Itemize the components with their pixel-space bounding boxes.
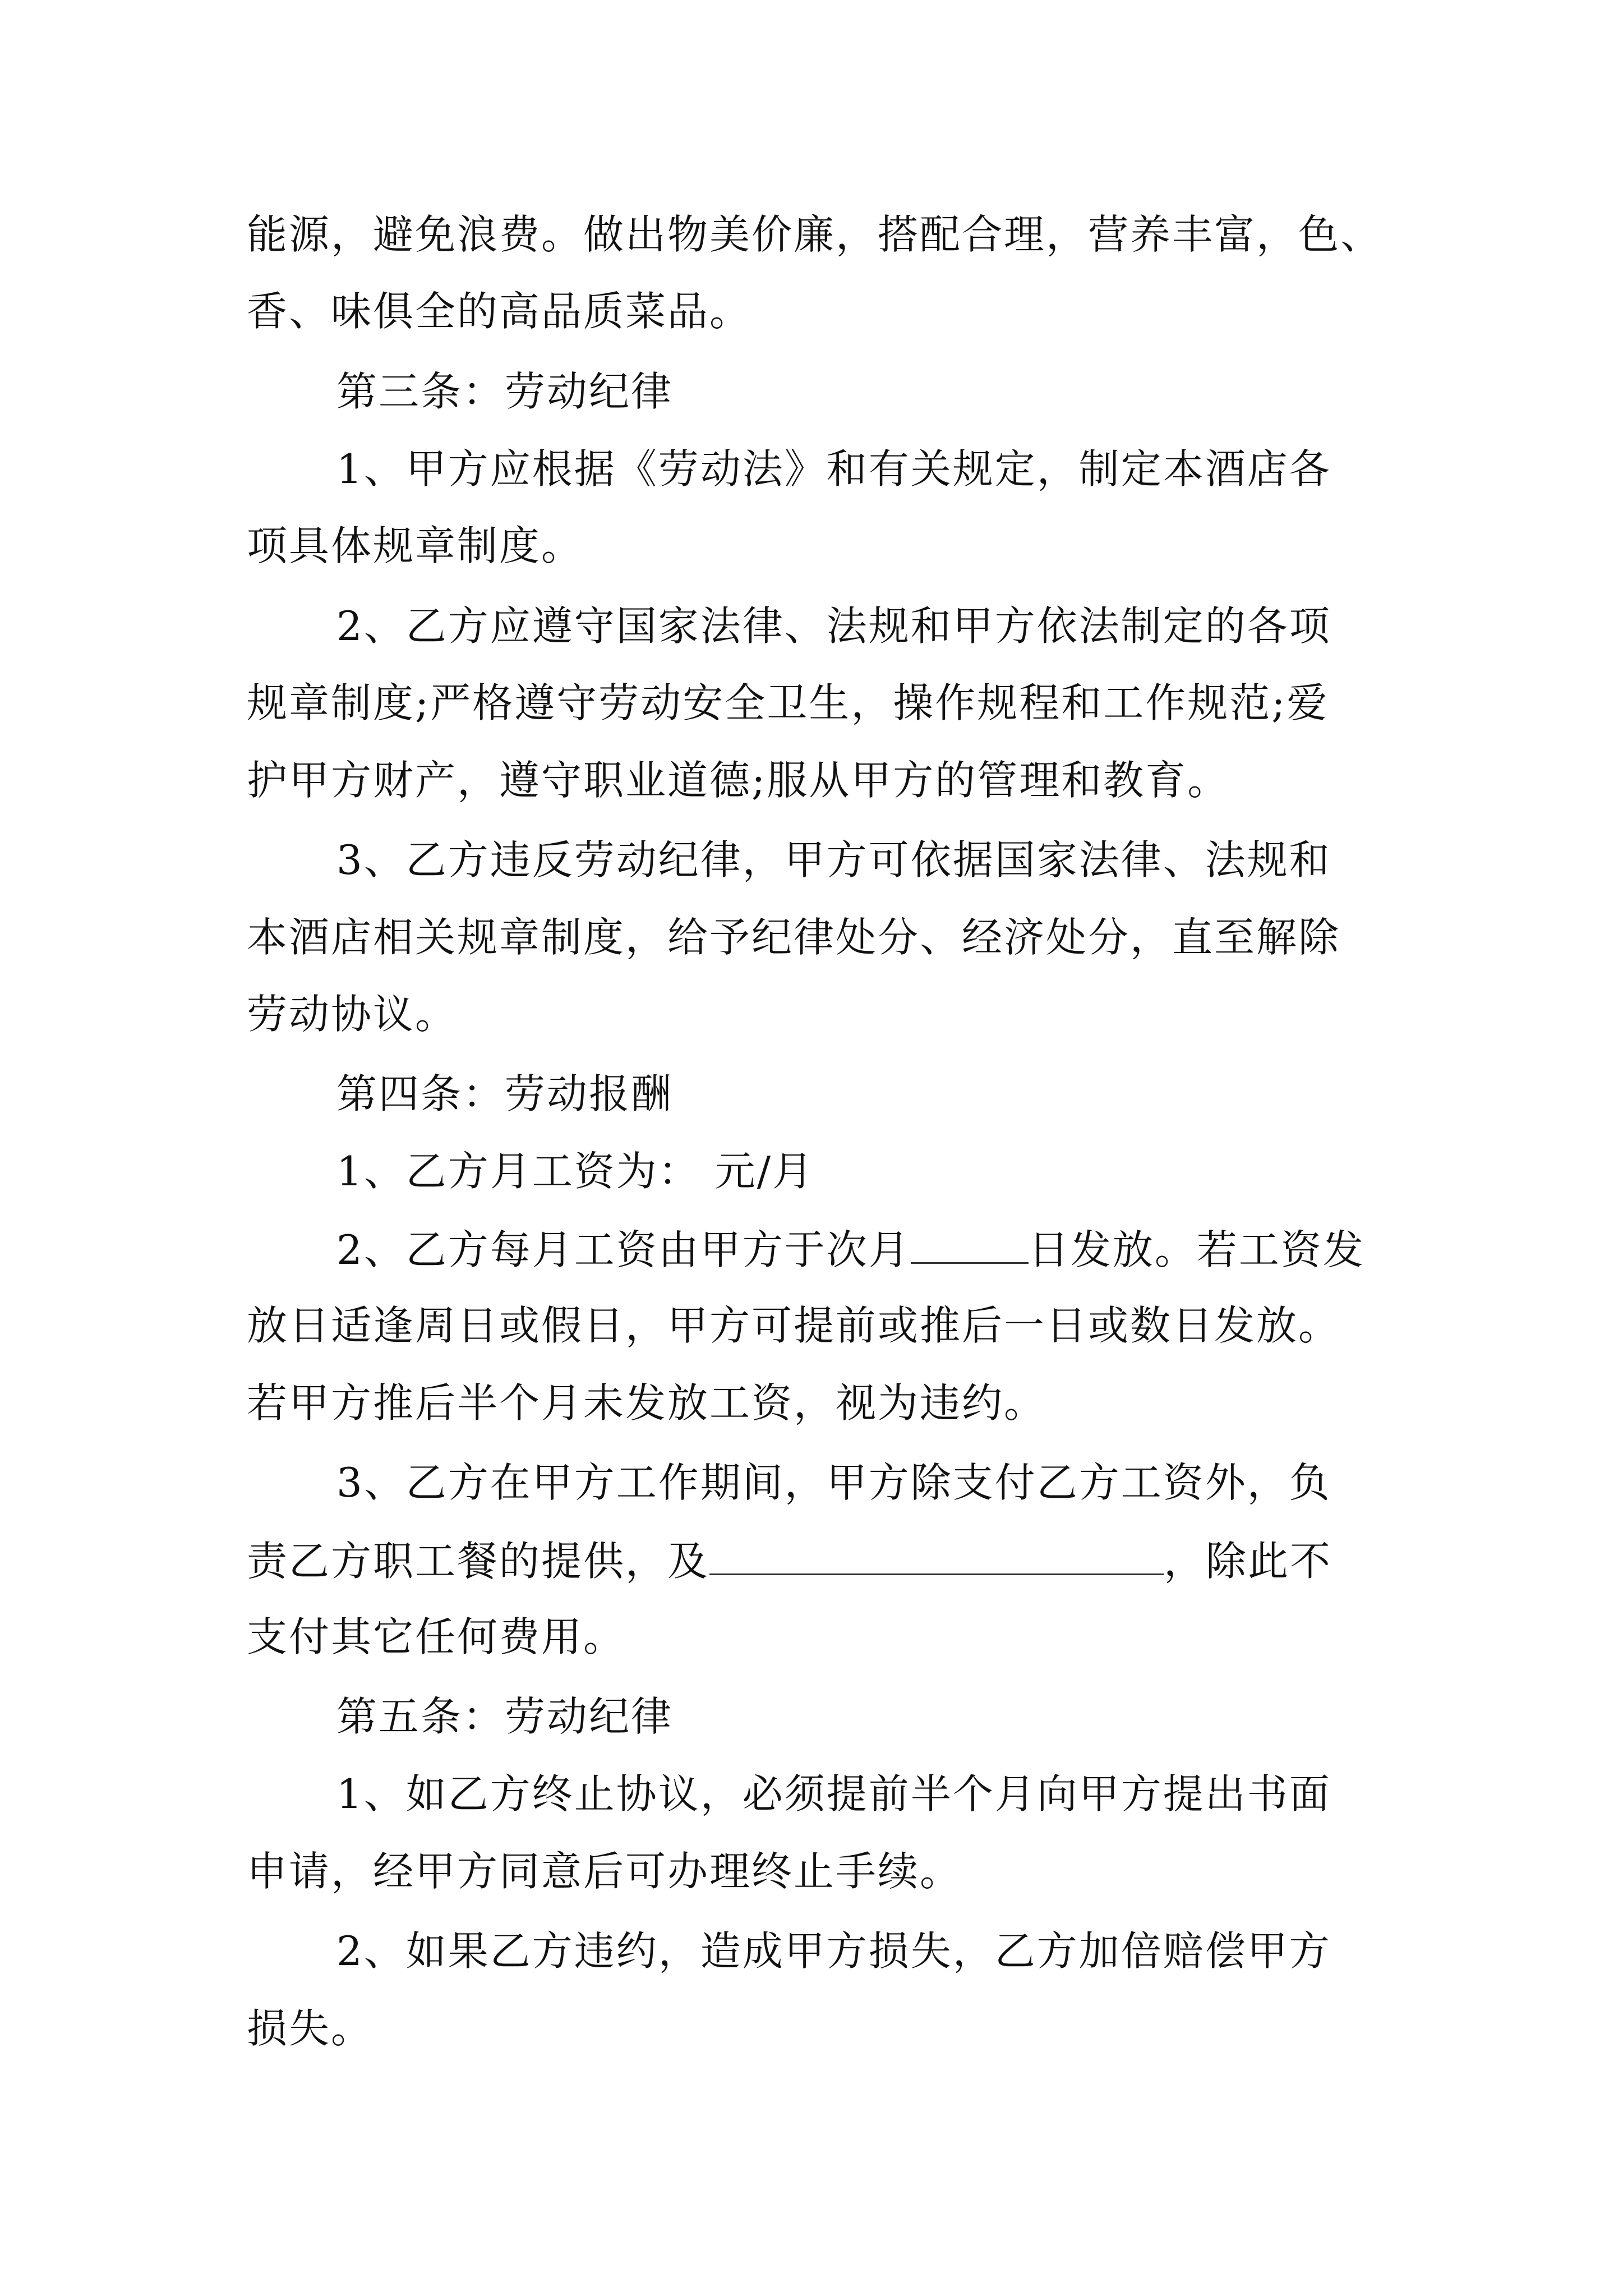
text-line: 放日适逢周日或假日，甲方可提前或推后一日或数日发放。	[247, 1302, 1341, 1349]
section-heading: 第四条：劳动报酬	[336, 1070, 674, 1117]
text-line: 3、乙方违反劳动纪律，甲方可依据国家法律、法规和	[336, 836, 1331, 884]
text-line: 香、味俱全的高品质菜品。	[247, 288, 752, 335]
text-line	[336, 1226, 1365, 1273]
text-line: 劳动协议。	[247, 991, 458, 1038]
text-segment: 日发放。若工资发	[1028, 1226, 1365, 1273]
text-segment: 2、乙方每月工资由甲方于次月	[336, 1226, 911, 1273]
text-line: 损失。	[247, 2005, 374, 2052]
text-segment: 责乙方职工餐的提供，及	[247, 1538, 710, 1585]
text-line: 支付其它任何费用。	[247, 1613, 626, 1660]
text-line: 项具体规章制度。	[247, 522, 584, 569]
text-line: 1、甲方应根据《劳动法》和有关规定，制定本酒店各	[336, 445, 1331, 493]
section-heading: 第五条：劳动纪律	[336, 1693, 674, 1740]
text-line: 若甲方推后半个月未发放工资，视为违约。	[247, 1379, 1046, 1427]
text-line: 1、乙方月工资为： 元/月	[336, 1148, 814, 1195]
text-line: 2、如果乙方违约，造成甲方损失，乙方加倍赔偿甲方	[336, 1927, 1331, 1975]
section-heading: 第三条：劳动纪律	[336, 368, 674, 415]
text-line: 能源，避免浪费。做出物美价廉，搭配合理，营养丰富，色、	[247, 211, 1383, 258]
text-line: 3、乙方在甲方工作期间，甲方除支付乙方工资外，负	[336, 1459, 1331, 1506]
text-line	[247, 1538, 1332, 1585]
text-line: 本酒店相关规章制度，给予纪律处分、经济处分，直至解除	[247, 914, 1341, 961]
blank-line	[911, 1228, 1029, 1264]
text-line: 申请，经甲方同意后可办理终止手续。	[247, 1848, 962, 1895]
text-line: 规章制度;严格遵守劳动安全卫生，操作规程和工作规范;爱	[247, 679, 1329, 726]
blank-line	[709, 1540, 1164, 1575]
text-line: 护甲方财产，遵守职业道德;服从甲方的管理和教育。	[247, 757, 1230, 804]
text-line: 1、如乙方终止协议，必须提前半个月向甲方提出书面	[336, 1770, 1331, 1818]
text-segment: ，除此不	[1164, 1538, 1332, 1585]
text-line: 2、乙方应遵守国家法律、法规和甲方依法制定的各项	[336, 602, 1331, 650]
